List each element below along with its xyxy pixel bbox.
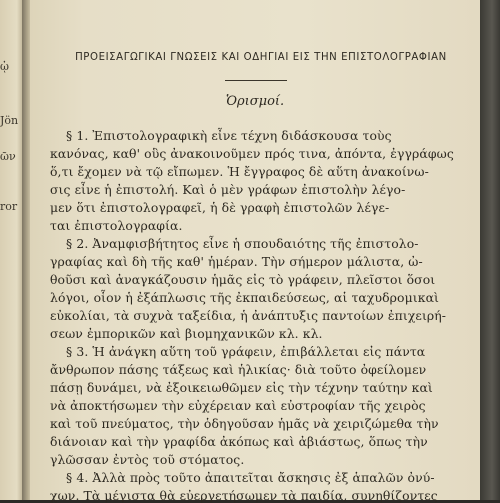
text-line: πάσῃ δυνάμει, νὰ ἐξοικειωθῶμεν εἰς τὴν τέχνην ταύτην καὶ: [50, 380, 433, 395]
text-line: § 4. Ἀλλὰ πρὸς τοῦτο ἀπαιτεῖται ἄσκησις ἐξ ἁπαλῶν ὀνύ-: [66, 470, 435, 485]
text-line: § 2. Ἀναμφισβήτητος εἶνε ἡ σπουδαιότης τῆς ἐπιστολο-: [66, 236, 419, 251]
text-line: χων. Τὰ μέγιστα θὰ εὐεργετήσωμεν τὰ παιδία, συνηθίζοντες: [50, 488, 438, 503]
running-header: ΠΡΟΕΙΣΑΓΩΓΙΚΑΙ ΓΝΩΣΕΙΣ ΚΑΙ ΟΔΗΓΙΑΙ ΕΙΣ ΤΗΝ ΕΠΙΣΤΟΛΟΓΡΑΦΙΑΝ: [75, 52, 447, 63]
section-title: Ὁρισμοί.: [225, 94, 285, 109]
text-line: σεων ἐμπορικῶν καὶ βιομηχανικῶν κλ. κλ.: [50, 326, 323, 341]
left-page-fragment: ror: [0, 200, 18, 213]
left-page-edge: [0, 0, 24, 500]
text-line: θοῦσι καὶ ἀναγκάζουσιν ἡμᾶς εἰς τὸ γράφειν, πλεῖστοι ὅσοι: [50, 272, 436, 287]
text-line: ται ἐπιστολογραφία.: [50, 218, 183, 233]
text-line: γλῶσσαν ἐντὸς τοῦ στόματος.: [50, 452, 245, 467]
left-page-fragment: ᾡ: [0, 60, 9, 73]
text-line: κανόνας, καθ' οὓς ἀνακοινοῦμεν πρός τινα, ἀπόντα, ἐγγράφως: [50, 146, 454, 161]
text-line: γραφίας καὶ δὴ τῆς καθ' ἡμέραν. Τὴν σήμερον μάλιστα, ὠ-: [50, 254, 423, 269]
text-line: σις εἶνε ἡ ἐπιστολή. Καὶ ὁ μὲν γράφων ἐπιστολὴν λέγο-: [50, 182, 406, 197]
left-page-fragment: ῶν: [0, 150, 16, 163]
header-rule: [225, 80, 287, 81]
text-line: § 3. Ἡ ἀνάγκη αὕτη τοῦ γράφειν, ἐπιβάλλεται εἰς πάντα: [66, 344, 426, 359]
book-page: [30, 0, 480, 503]
text-line: μεν ὅτι ἐπιστολογραφεῖ, ἡ δὲ γραφὴ ἐπιστολῶν λέγε-: [50, 200, 390, 215]
text-line: ὅ,τι ἔχομεν νὰ τῷ εἴπωμεν. Ἡ ἔγγραφος δὲ αὕτη ἀνακοίνω-: [50, 164, 429, 179]
left-page-fragment: Jön: [0, 114, 19, 127]
text-line: λόγοι, οἷον ἡ ἐξάπλωσις τῆς ἐκπαιδεύσεως, αἱ ταχυδρομικαὶ: [50, 290, 439, 305]
text-line: νὰ ἀποκτήσωμεν τὴν εὐχέρειαν καὶ εὐστροφίαν τῆς χειρὸς: [50, 398, 426, 413]
background-edge: [480, 0, 500, 500]
text-line: § 1. Ἐπιστολογραφικὴ εἶνε τέχνη διδάσκουσα τοὺς: [66, 128, 392, 143]
text-line: εὐκολίαι, τὰ συχνὰ ταξείδια, ἡ ἀνάπτυξις παντοίων ἐπιχειρή-: [50, 308, 447, 323]
text-line: διάνοιαν καὶ τὴν γραφίδα ἀκόπως καὶ ἀβιάστως, ὅπως τὴν: [50, 434, 428, 449]
text-line: ἄνθρωπον πάσης τάξεως καὶ ἡλικίας· διὰ τοῦτο ὀφείλομεν: [50, 362, 427, 377]
text-line: καὶ τοῦ πνεύματος, τὴν ὁδηγοῦσαν ἡμᾶς νὰ χειριζώμεθα τὴν: [50, 416, 439, 431]
